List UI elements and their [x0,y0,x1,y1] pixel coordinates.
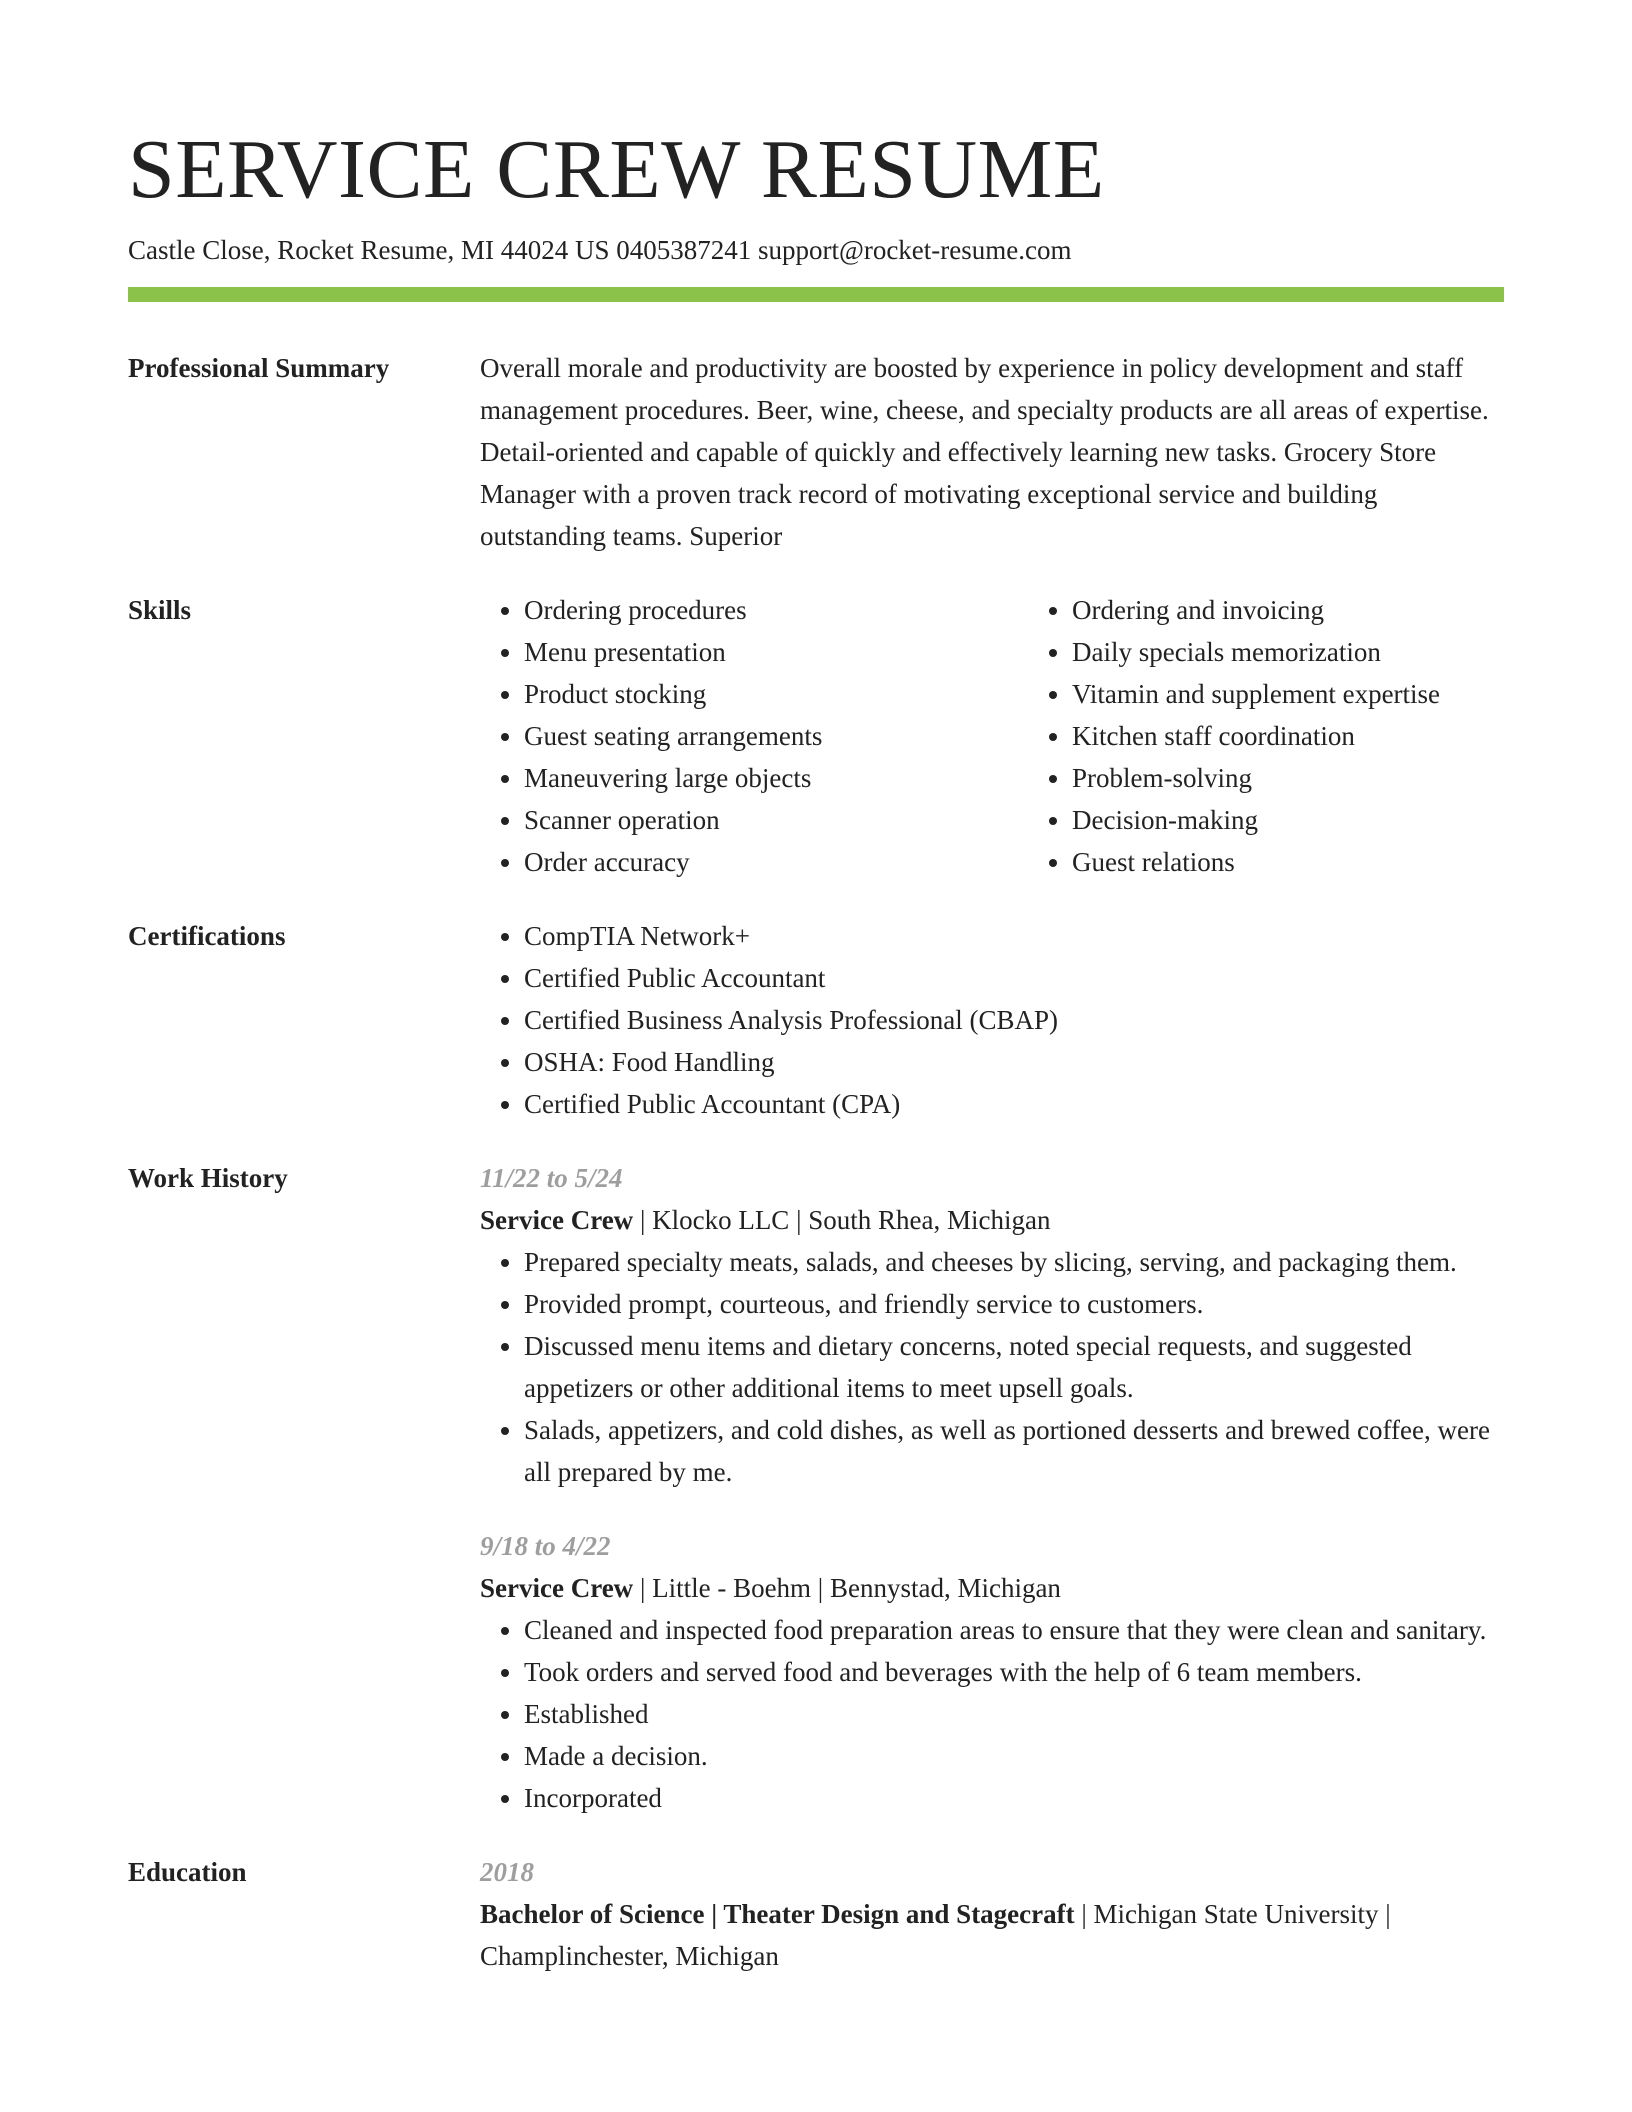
summary-section [128,347,1504,557]
job-duty: • Provided prompt, courteous, and friendly service to customers. [524,1283,1504,1325]
education-degree: Bachelor of Science | Theater Design and Stagecraft [480,1899,1075,1930]
education-entry [480,1893,1504,1977]
skill-item: • Vitamin and supplement expertise [1072,673,1504,715]
work-history-heading: Work History [128,1163,288,1194]
skill-item: • Ordering and invoicing [1072,589,1504,631]
job-heading [480,1567,1504,1609]
job-duty: • Salads, appetizers, and cold dishes, as well as portioned desserts and brewed coffee, were all prepared by me. [524,1409,1504,1493]
education-details: | Michigan State University | Champlinchester, Michigan [480,1899,1391,1972]
skill-item: • Guest relations [1072,841,1504,883]
job-dates: 11/22 to 5/24 [480,1163,623,1194]
skills-list-right [1028,589,1504,883]
summary-heading: Professional Summary [128,353,390,384]
contact-phone: 0405387241 [616,235,752,265]
job-duty: • Cleaned and inspected food preparation areas to ensure that they were clean and sanitary. [524,1609,1504,1651]
job-details: | Klocko LLC | South Rhea, Michigan [633,1205,1051,1236]
contact-address: Castle Close, Rocket Resume, MI 44024 US [128,235,610,265]
skill-item: • Product stocking [524,673,1028,715]
job-duty: • Took orders and served food and beverages with the help of 6 team members. [524,1651,1504,1693]
skill-item: • Scanner operation [524,799,1028,841]
certification-item: • Certified Public Accountant [524,957,1504,999]
job-duties-list [480,1241,1504,1493]
certification-item: • OSHA: Food Handling [524,1041,1504,1083]
skill-item: • Order accuracy [524,841,1028,883]
certifications-section [128,915,1504,1125]
skill-item: • Guest seating arrangements [524,715,1028,757]
skills-list-left [480,589,1028,883]
job-duty: • Prepared specialty meats, salads, and cheeses by slicing, serving, and packaging them. [524,1241,1504,1283]
job-duty: • Made a decision. [524,1735,1504,1777]
summary-text: Overall morale and productivity are boosted by experience in policy development and staff management procedures. Beer, wine, cheese, and specialty products are all areas of expertise. Detail-oriented and capable of quickly and effectively learning new tasks. Grocery Store Manager with a proven track record of motivating exceptional service and building outstanding teams. Superior [480,353,1489,552]
job-duty: • Established [524,1693,1504,1735]
skill-item: • Kitchen staff coordination [1072,715,1504,757]
job-title: Service Crew [480,1573,634,1604]
certification-item: • CompTIA Network+ [524,915,1504,957]
contact-line [128,234,1504,266]
skill-item: • Decision-making [1072,799,1504,841]
job-entry [480,1525,1504,1819]
skill-item: • Maneuvering large objects [524,757,1028,799]
job-duties-list [480,1609,1504,1819]
job-details: | Little - Boehm | Bennystad, Michigan [633,1573,1061,1604]
job-heading [480,1199,1504,1241]
skills-heading: Skills [128,595,192,626]
skill-item: • Menu presentation [524,631,1028,673]
job-entry [480,1157,1504,1493]
certification-item: • Certified Public Accountant (CPA) [524,1083,1504,1125]
skill-item: • Ordering procedures [524,589,1028,631]
certification-item: • Certified Business Analysis Professional (CBAP) [524,999,1504,1041]
certifications-list [480,915,1504,1125]
work-history-section [128,1157,1504,1819]
header-accent-divider [128,287,1504,302]
job-title: Service Crew [480,1205,634,1236]
job-duty: • Discussed menu items and dietary concerns, noted special requests, and suggested appetizers or other additional items to meet upsell goals. [524,1325,1504,1409]
skill-item: • Daily specials memorization [1072,631,1504,673]
resume-title: SERVICE CREW RESUME [128,123,1105,216]
job-duty: • Incorporated [524,1777,1504,1819]
education-date: 2018 [480,1857,534,1888]
job-dates: 9/18 to 4/22 [480,1531,611,1562]
skill-item: • Problem-solving [1072,757,1504,799]
education-section [128,1851,1504,1977]
contact-email: support@rocket-resume.com [757,235,1072,265]
education-heading: Education [128,1857,247,1888]
certifications-heading: Certifications [128,921,286,952]
skills-section [128,589,1504,883]
